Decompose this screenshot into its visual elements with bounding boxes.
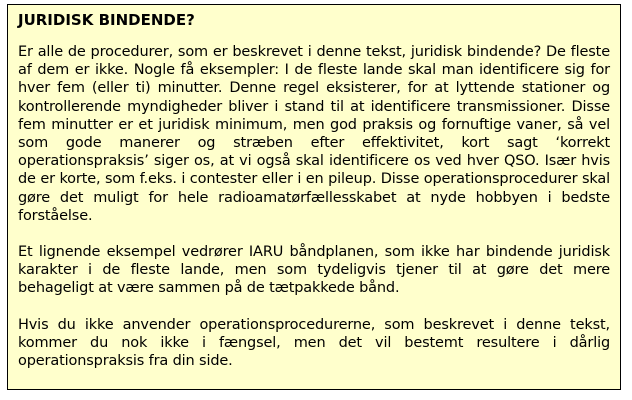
paragraph-2: Et lignende eksempel vedrører IARU båndplanen, som ikke har bindende juridisk karakter i de fleste lande, men som tydeligvis tjener til at gøre det mere behageligt at være sammen på de tætpakkede bånd.	[18, 244, 610, 297]
note-box	[7, 4, 621, 390]
box-title: JURIDISK BINDENDE?	[18, 11, 195, 29]
paragraph-1: Er alle de procedurer, som er beskrevet i denne tekst, juridisk bindende? De fleste af dem er ikke. Nogle få eksempler: I de fleste lande skal man identificere sig for hver fem (eller ti) minutter. Denne regel eksisterer, for at lyttende stationer og kontrollerende myndigheder bliver i stand til at identificere transmissioner. Disse fem minutter er et juridisk minimum, men god praksis og fornuftige vaner, så vel som gode manerer og stræben efter effektivitet, kort sagt ‘korrekt operationspraksis’ siger os, at vi også skal identificere os ved hver QSO. Især hvis de er korte, som f.eks. i contester eller i en pileup. Disse operationsprocedurer skal gøre det muligt for hele radioamatørfællesskabet at nyde hobbyen i bedste forståelse.	[18, 44, 610, 224]
paragraph-3: Hvis du ikke anvender operationsprocedurerne, som beskrevet i denne tekst, kommer du nok ikke i fængsel, men det vil bestemt resultere i dårlig operationspraksis fra din side.	[18, 316, 610, 370]
